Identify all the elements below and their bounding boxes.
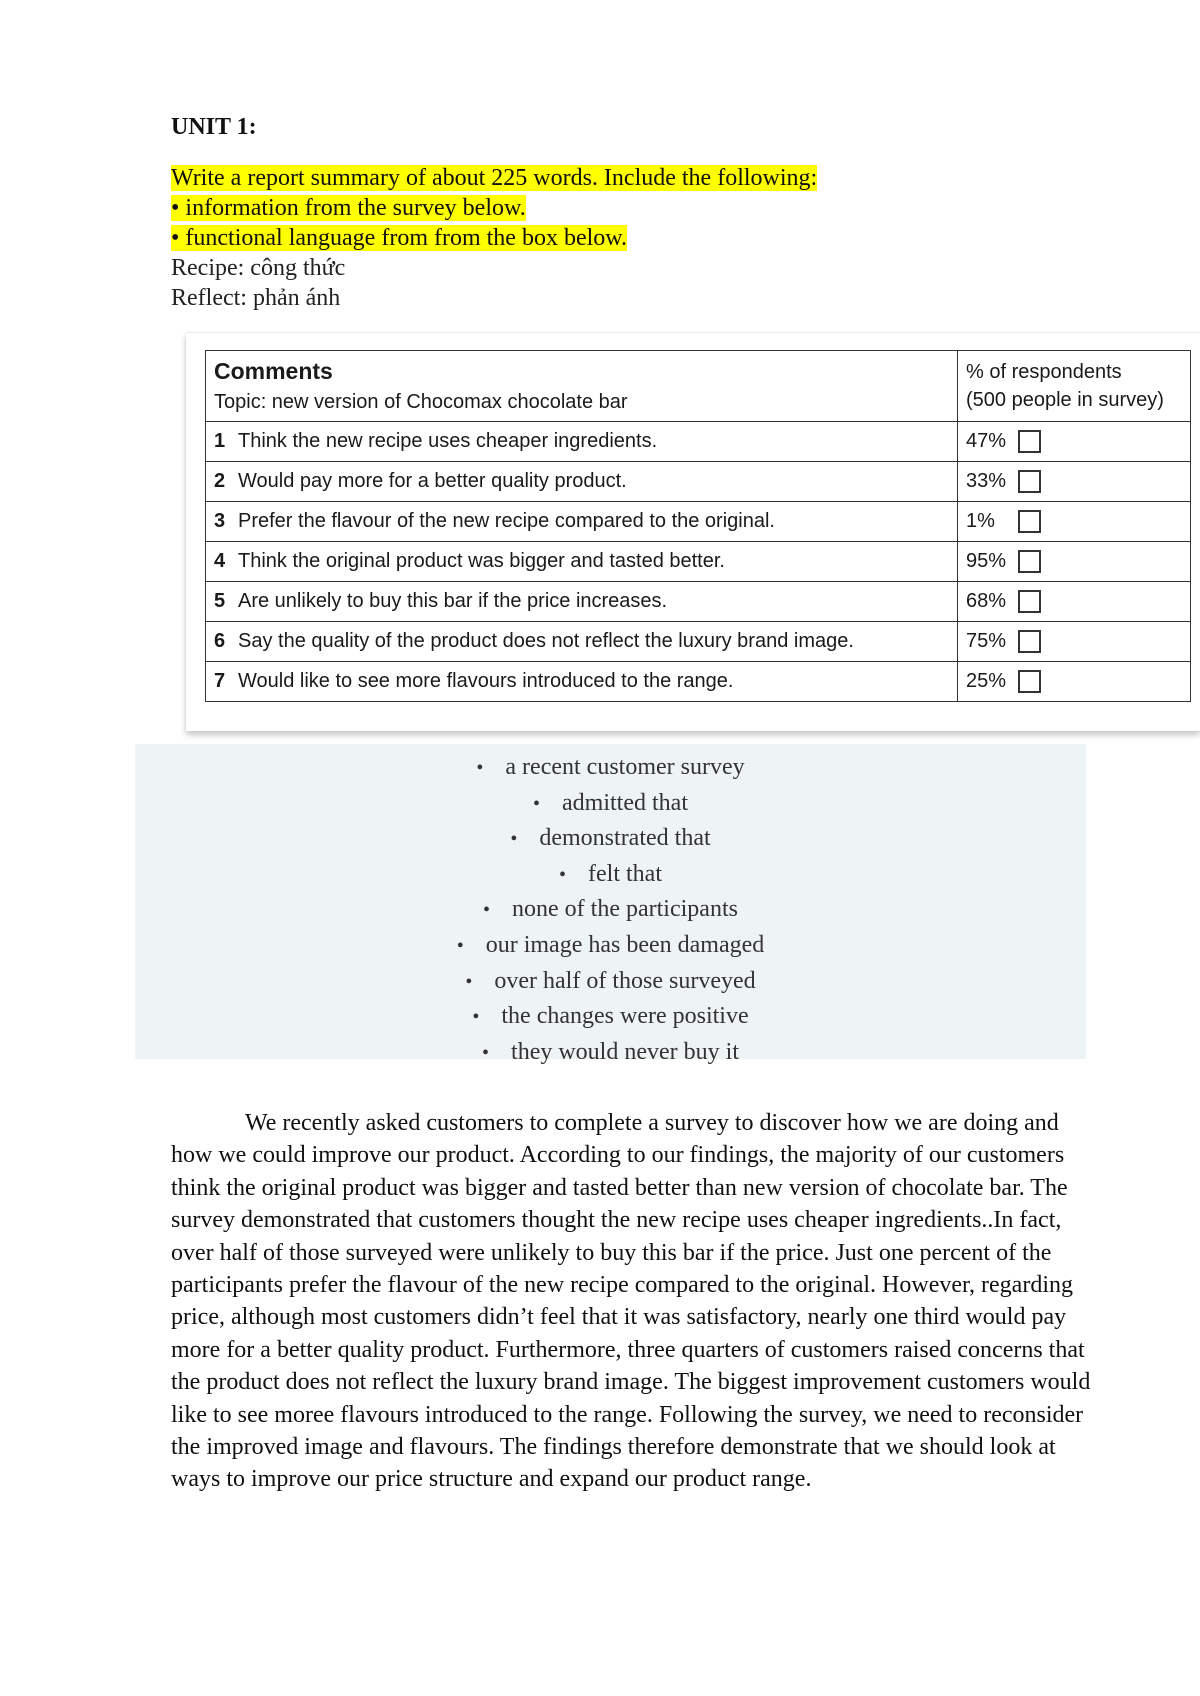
phrase-text: felt that [588, 860, 662, 887]
row-percent: 25% [966, 669, 1007, 692]
table-row [206, 502, 1191, 542]
row-percent: 33% [966, 469, 1007, 492]
survey-header-row [206, 351, 1191, 422]
phrase-list [135, 744, 1086, 1070]
row-percent: 75% [966, 629, 1007, 652]
row-comment: Say the quality of the product does not reflect the luxury brand image. [238, 630, 854, 652]
phrase-text: a recent customer survey [505, 754, 745, 780]
row-number: 2 [214, 470, 226, 492]
survey-percent-cell [958, 422, 1191, 462]
list-item [135, 750, 1086, 786]
row-checkbox[interactable] [1018, 430, 1041, 453]
phrase-text: they would never buy it [511, 1038, 739, 1065]
row-checkbox[interactable] [1018, 630, 1041, 653]
glossary-reflect: Reflect: phản ánh [171, 285, 341, 311]
survey-comment-cell [206, 662, 958, 702]
survey-comment-cell [206, 542, 958, 582]
row-checkbox[interactable] [1018, 550, 1041, 573]
list-item [135, 786, 1086, 822]
glossary-recipe: Recipe: công thức [171, 255, 346, 281]
row-number: 6 [214, 630, 226, 652]
survey-table [205, 350, 1191, 702]
survey-percent-cell [958, 582, 1191, 622]
row-checkbox[interactable] [1018, 510, 1041, 533]
phrase-text: over half of those surveyed [494, 967, 756, 994]
row-number: 1 [214, 430, 226, 452]
table-row [206, 462, 1191, 502]
instruction-bullet-survey: • information from the survey below. [171, 195, 526, 221]
functional-language-box [135, 744, 1086, 1065]
row-percent: 47% [966, 429, 1007, 452]
bullet-icon: • [456, 934, 464, 957]
instruction-bullet-language: • functional language from from the box below. [171, 225, 628, 251]
row-number: 7 [214, 670, 226, 692]
bullet-icon: • [510, 828, 518, 851]
survey-header-topic: Topic: new version of Chocomax chocolate bar [214, 391, 628, 413]
list-item [135, 964, 1086, 1000]
survey-header-pct-line2: (500 people in survey) [966, 389, 1164, 411]
row-comment: Are unlikely to buy this bar if the price increases. [238, 590, 668, 612]
table-row [206, 542, 1191, 582]
row-comment: Would like to see more flavours introduced to the range. [238, 670, 734, 692]
report-summary [171, 1107, 1091, 1496]
row-comment: Think the new recipe uses cheaper ingredients. [238, 430, 658, 452]
bullet-icon: • [482, 1041, 490, 1064]
row-number: 5 [214, 590, 226, 612]
row-number: 4 [214, 550, 226, 572]
table-row [206, 422, 1191, 462]
survey-comment-cell [206, 502, 958, 542]
survey-header-comments [206, 351, 958, 422]
row-checkbox[interactable] [1018, 590, 1041, 613]
bullet-icon: • [465, 970, 473, 993]
survey-percent-cell [958, 542, 1191, 582]
table-row [206, 582, 1191, 622]
report-paragraph: We recently asked customers to complete a survey to discover how we are doing and how we could improve our product. According to our findings, the majority of our customers think the original product was bigger and tasted better than new version of chocolate bar. The survey demonstrated that customers thought the new recipe uses cheaper ingredients..In fact, over half of those surveyed were unlikely to buy this bar if the price. Just one percent of the participants prefer the flavour of the new recipe compared to the original. However, regarding price, although most customers didn’t feel that it was satisfactory, nearly one third would pay more for a better quality product. Furthermore, three quarters of customers raised concerns that the product does not reflect the luxury brand image. The biggest improvement customers would like to see moree flavours introduced to the range. Following the survey, we need to reconsider the improved image and flavours. The findings therefore demonstrate that we should look at ways to improve our price structure and expand our product range. [171, 1110, 1091, 1493]
table-row [206, 662, 1191, 702]
row-comment: Prefer the flavour of the new recipe compared to the original. [238, 510, 775, 532]
row-percent: 95% [966, 549, 1007, 572]
bullet-icon: • [476, 757, 484, 779]
row-comment: Think the original product was bigger and tasted better. [238, 550, 725, 572]
survey-percent-cell [958, 622, 1191, 662]
phrase-text: our image has been damaged [485, 931, 765, 958]
row-checkbox[interactable] [1018, 670, 1041, 693]
unit-title: UNIT 1: [171, 114, 257, 140]
bullet-icon: • [483, 899, 491, 922]
list-item [135, 928, 1086, 964]
phrase-text: none of the participants [512, 896, 738, 923]
survey-comment-cell [206, 622, 958, 662]
bullet-icon: • [533, 792, 541, 815]
survey-percent-cell [958, 662, 1191, 702]
survey-header-percent [958, 351, 1191, 422]
list-item [135, 892, 1086, 928]
survey-header-title: Comments [214, 358, 333, 384]
survey-comment-cell [206, 582, 958, 622]
survey-comment-cell [206, 422, 958, 462]
survey-percent-cell [958, 502, 1191, 542]
task-instructions [171, 163, 817, 313]
row-comment: Would pay more for a better quality product. [238, 470, 627, 492]
row-checkbox[interactable] [1018, 470, 1041, 493]
survey-comment-cell [206, 462, 958, 502]
row-percent: 68% [966, 589, 1007, 612]
survey-header-pct-line1: % of respondents [966, 361, 1122, 383]
survey-percent-cell [958, 462, 1191, 502]
table-row [206, 622, 1191, 662]
phrase-text: admitted that [562, 789, 688, 816]
list-item [135, 821, 1086, 857]
phrase-text: the changes were positive [501, 1003, 749, 1030]
phrase-text: demonstrated that [539, 825, 711, 852]
row-number: 3 [214, 510, 226, 532]
bullet-icon: • [472, 1006, 480, 1029]
list-item [135, 999, 1086, 1035]
list-item [135, 857, 1086, 893]
bullet-icon: • [559, 863, 567, 886]
row-percent: 1% [966, 509, 995, 532]
list-item [135, 1035, 1086, 1071]
instruction-text: Write a report summary of about 225 words. Include the following: [171, 165, 818, 191]
